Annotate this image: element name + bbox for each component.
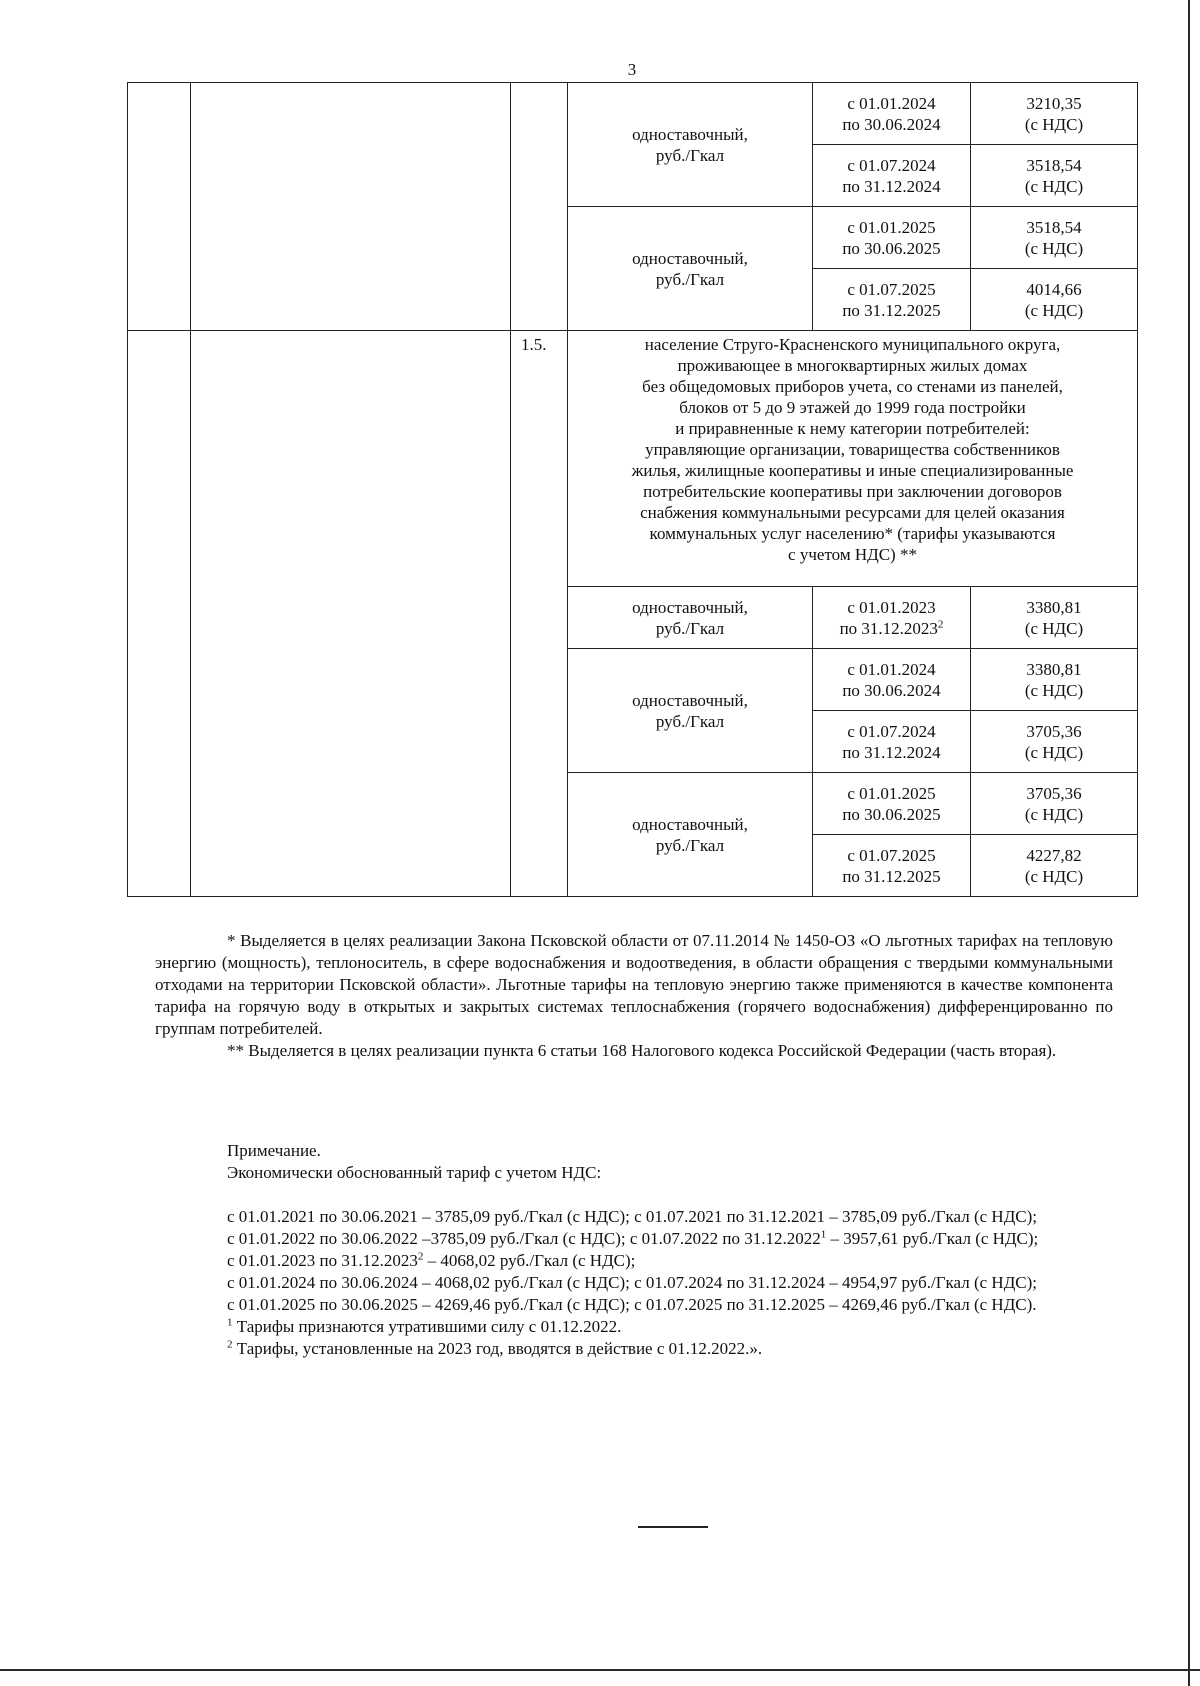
price-cell: 3518,54 (с НДС) <box>971 207 1138 269</box>
period-cell: с 01.01.2025 по 30.06.2025 <box>813 207 971 269</box>
tariff-line-2023-b: – 4068,02 руб./Гкал (с НДС); <box>423 1251 636 1270</box>
row-number: 1.5. <box>511 331 568 897</box>
rate-label: одноставочный, руб./Гкал <box>568 649 813 773</box>
end-separator-line <box>638 1526 708 1528</box>
period-cell: с 01.07.2024 по 31.12.2024 <box>813 145 971 207</box>
col-blank-2 <box>191 331 511 897</box>
footnote-ref: 2 <box>417 1250 424 1263</box>
rate-label: одноставочный, руб./Гкал <box>568 207 813 331</box>
note-heading: Примечание. <box>227 1141 321 1160</box>
page-edge-right <box>1188 0 1190 1686</box>
price-cell: 3705,36 (с НДС) <box>971 711 1138 773</box>
tariff-line-2024: с 01.01.2024 по 30.06.2024 – 4068,02 руб./Гкал (с НДС); с 01.07.2024 по 31.12.2024 – 4954,97 руб./Гкал (с НДС); <box>227 1273 1038 1292</box>
tariff-line-2022-b: – 3957,61 руб./Гкал (с НДС); <box>826 1229 1039 1248</box>
period-cell: с 01.07.2025 по 31.12.2025 <box>813 269 971 331</box>
price-cell: 4227,82 (с НДС) <box>971 835 1138 897</box>
col-blank-2 <box>191 83 511 331</box>
price-cell: 3705,36 (с НДС) <box>971 773 1138 835</box>
footnotes <box>155 930 1113 1062</box>
price-cell: 3380,81 (с НДС) <box>971 649 1138 711</box>
footnote-mark: 2 <box>227 1338 233 1351</box>
tariff-line-2021: с 01.01.2021 по 30.06.2021 – 3785,09 руб./Гкал (с НДС); с 01.07.2021 по 31.12.2021 – 3785,09 руб./Гкал (с НДС); <box>227 1207 1038 1226</box>
note-subheading: Экономически обоснованный тариф с учетом НДС: <box>227 1163 602 1182</box>
footnote-1 <box>155 1316 1115 1338</box>
footnote-2 <box>155 1338 1115 1360</box>
footnote-star-2: ** Выделяется в целях реализации пункта 6 статьи 168 Налогового кодекса Российской Федерации (часть вторая). <box>227 1041 1057 1060</box>
page-number: 3 <box>627 60 637 79</box>
col-blank-num <box>511 83 568 331</box>
rate-label: одноставочный, руб./Гкал <box>568 773 813 897</box>
period-cell: с 01.01.2024 по 30.06.2024 <box>813 649 971 711</box>
col-blank-1 <box>128 331 191 897</box>
row-description: население Струго-Красненского муниципального округа, проживающее в многоквартирных жилых домах без общедомовых приборов учета, со стенами из панелей, блоков от 5 до 9 этажей до 1999 года постройки и приравненные к нему категории потребителей: управляющие организации, товарищества собственников жилья, жилищные кооперативы и иные специализированные потребительские кооперативы при заключении договоров снабжения коммунальными ресурсами для целей оказания коммунальных услуг населению* (тарифы указываются с учетом НДС) ** <box>568 331 1138 587</box>
tariff-line-2023-a: с 01.01.2023 по 31.12.2023 <box>227 1251 418 1270</box>
price-cell: 4014,66 (с НДС) <box>971 269 1138 331</box>
col-blank-1 <box>128 83 191 331</box>
rate-label: одноставочный, руб./Гкал <box>568 83 813 207</box>
footnote-ref: 1 <box>820 1228 827 1241</box>
price-cell: 3518,54 (с НДС) <box>971 145 1138 207</box>
tariff-line-2025: с 01.01.2025 по 30.06.2025 – 4269,46 руб./Гкал (с НДС); с 01.07.2025 по 31.12.2025 – 4269,46 руб./Гкал (с НДС). <box>227 1295 1037 1314</box>
tariff-table <box>127 82 1138 897</box>
tariff-line-2022 <box>155 1228 1115 1250</box>
period-cell: с 01.07.2024 по 31.12.2024 <box>813 711 971 773</box>
price-cell: 3210,35 (с НДС) <box>971 83 1138 145</box>
note-section <box>155 1140 1115 1360</box>
footnote-star-1: * Выделяется в целях реализации Закона Псковской области от 07.11.2014 № 1450-ОЗ «О льготных тарифах на тепловую энергию (мощность), теплоноситель, в сфере водоснабжения и водоотведения, в области обращения с твердыми коммунальными отходами на территории Псковской области». Льготные тарифы на тепловую энергию также применяются в качестве компонента тарифа на горячую воду в открытых и закрытых системах теплоснабжения (горячего водоснабжения) дифференцированно по группам потребителей. <box>155 931 1113 1038</box>
footnote-ref: 2 <box>937 617 944 630</box>
period-cell <box>813 587 971 649</box>
table-row <box>128 331 1138 587</box>
period-cell: с 01.01.2024 по 30.06.2024 <box>813 83 971 145</box>
footnote-2-text: Тарифы, установленные на 2023 год, вводятся в действие с 01.12.2022.». <box>232 1339 763 1358</box>
period-cell: с 01.07.2025 по 31.12.2025 <box>813 835 971 897</box>
rate-label: одноставочный, руб./Гкал <box>568 587 813 649</box>
table-row <box>128 83 1138 145</box>
economic-tariff-list <box>155 1206 1115 1360</box>
tariff-line-2022-a: с 01.01.2022 по 30.06.2022 –3785,09 руб./Гкал (с НДС); с 01.07.2022 по 31.12.2022 <box>227 1229 821 1248</box>
period-text: с 01.01.2023 по 31.12.2023 <box>839 597 938 638</box>
footnote-1-text: Тарифы признаются утратившими силу с 01.12.2022. <box>232 1317 622 1336</box>
footnote-mark: 1 <box>227 1316 233 1329</box>
price-cell: 3380,81 (с НДС) <box>971 587 1138 649</box>
page-edge-bottom <box>0 1669 1200 1671</box>
period-cell: с 01.01.2025 по 30.06.2025 <box>813 773 971 835</box>
tariff-line-2023 <box>155 1250 1115 1272</box>
